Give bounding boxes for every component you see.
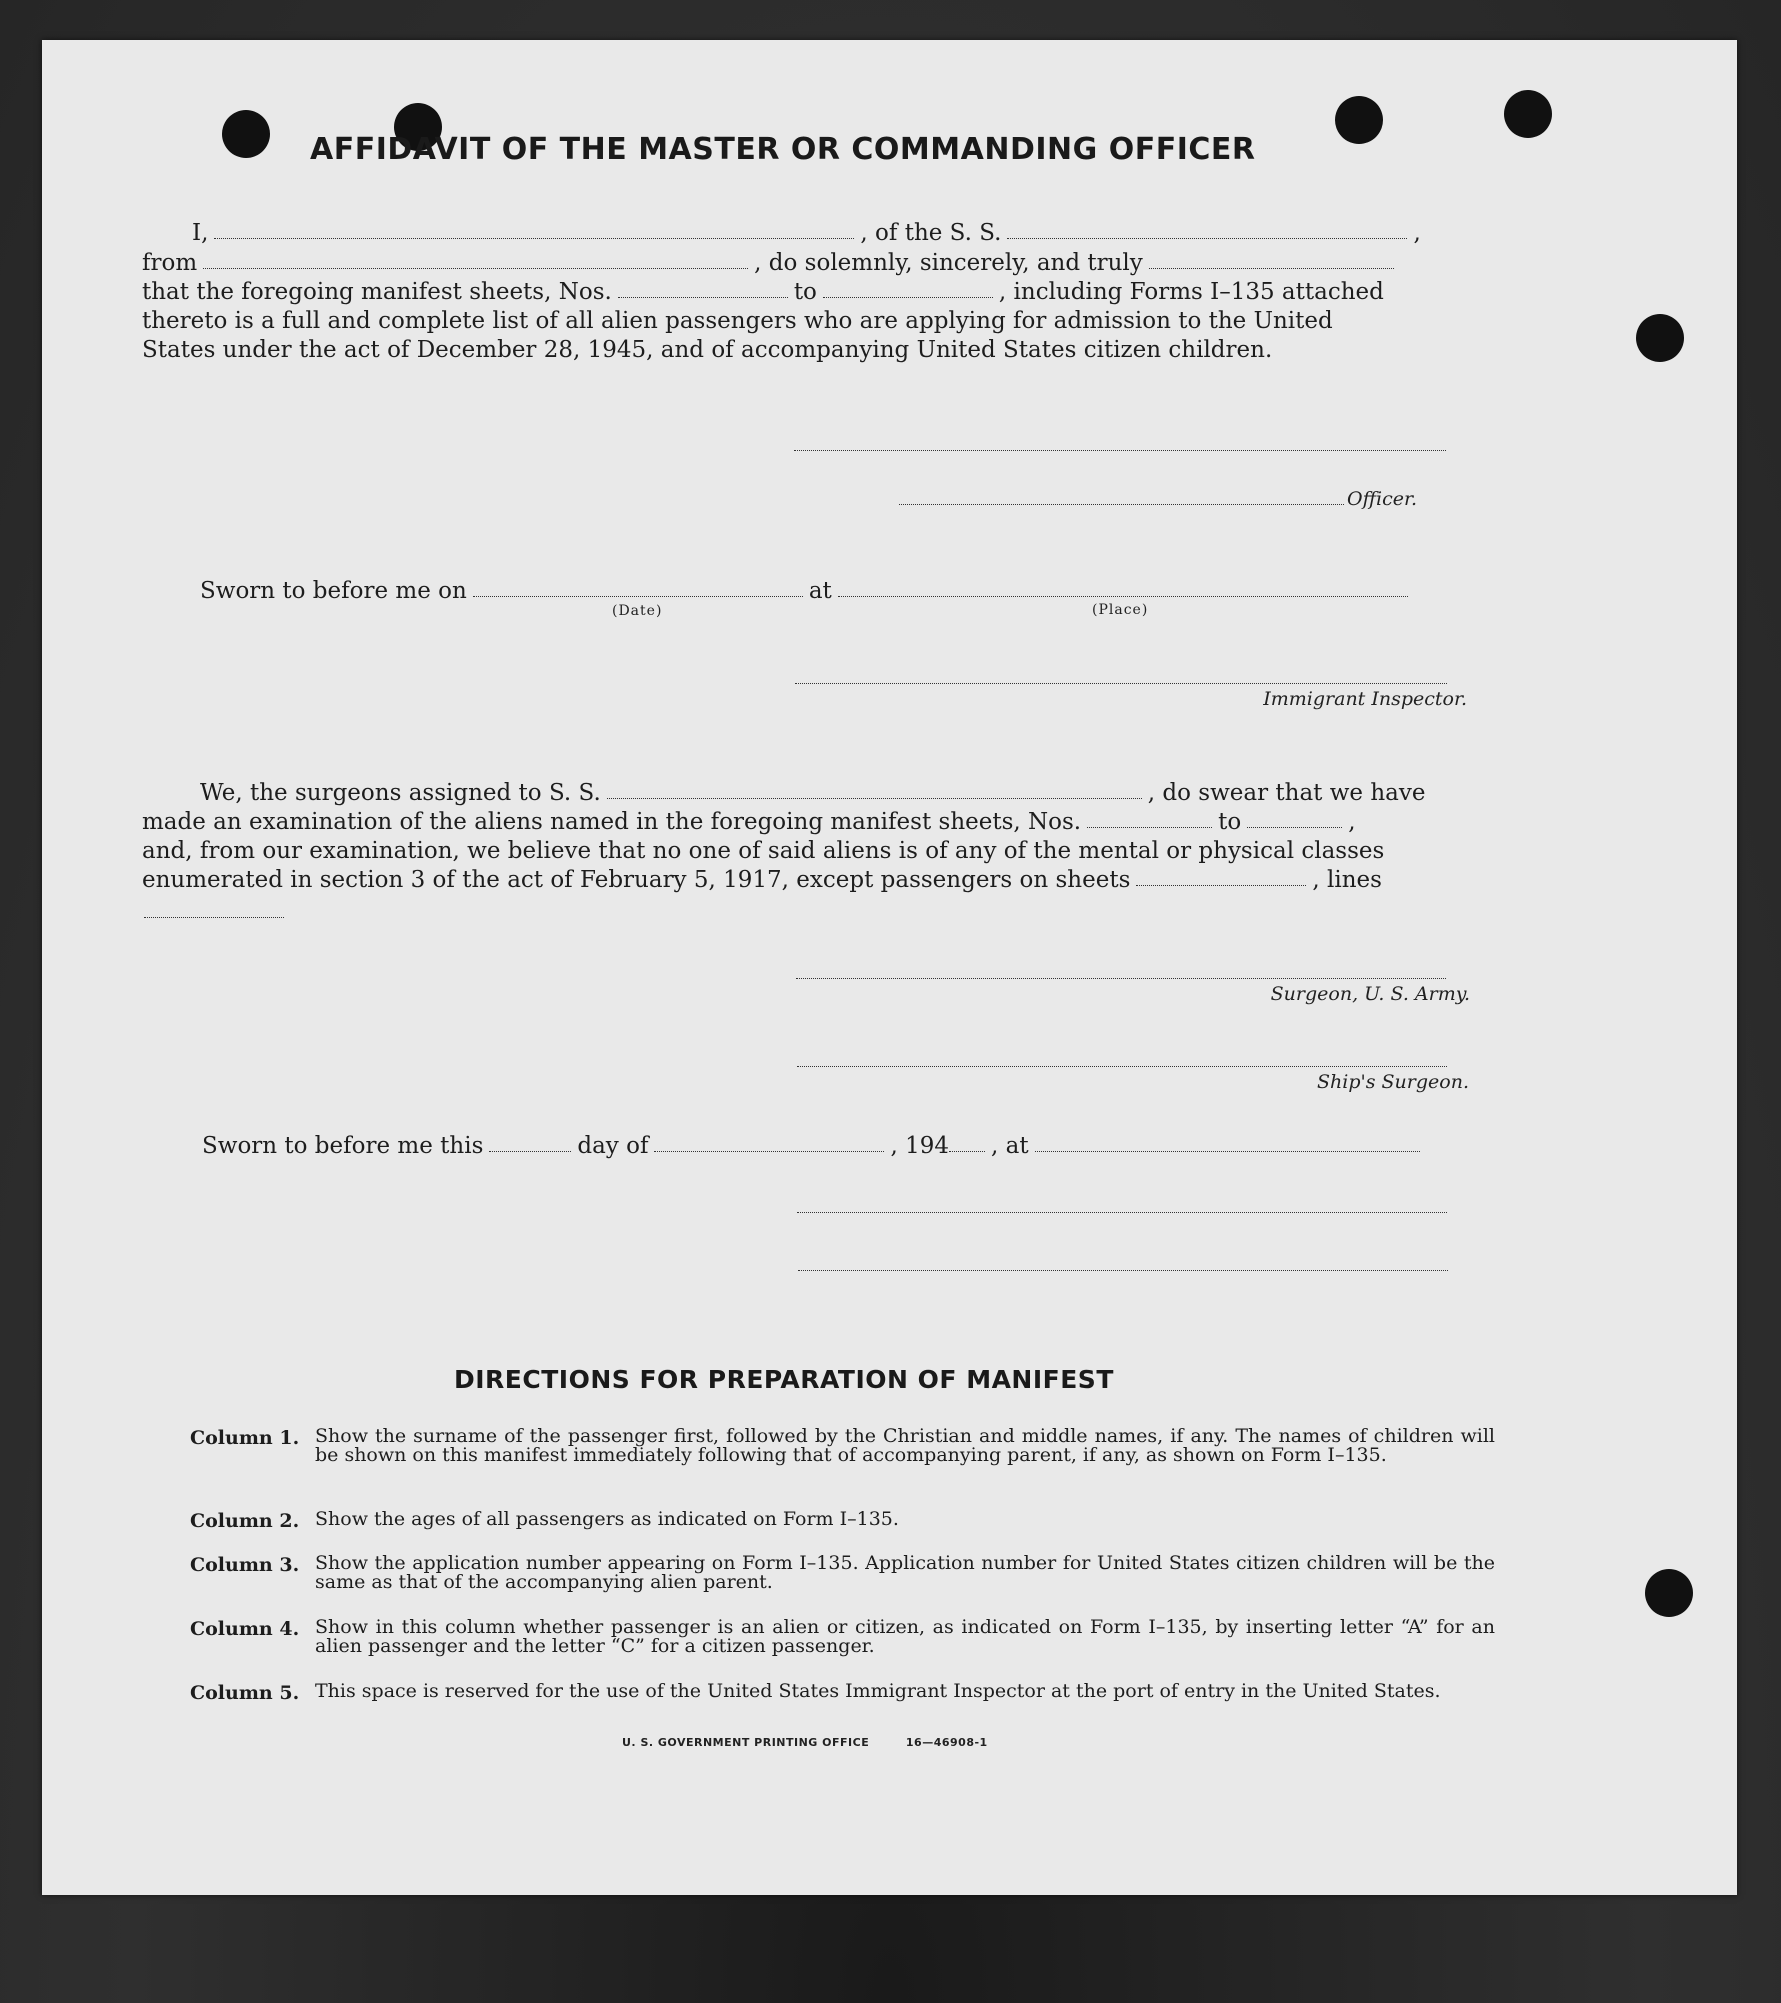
direction-column-2: [190, 1510, 1495, 1532]
sheets-from-blank[interactable]: [618, 296, 788, 298]
text: at: [808, 578, 832, 604]
surgeons-line-2: [142, 809, 1507, 835]
column-text: This space is reserved for the use of the United States Immigrant Inspector at the port of entry in the United States.: [315, 1680, 1441, 1702]
date-caption: (Date): [612, 603, 663, 619]
surgeon-ship-blank[interactable]: [607, 797, 1142, 799]
punch-hole: [1636, 314, 1684, 362]
column-label: Column 2.: [190, 1510, 300, 1532]
text: , of the S. S.: [860, 220, 1002, 246]
from-blank[interactable]: [203, 267, 748, 269]
text: I,: [192, 220, 209, 246]
text: to: [1218, 809, 1242, 835]
form-page: [42, 40, 1737, 1895]
punch-hole: [1645, 1569, 1693, 1617]
text: ,: [1348, 809, 1356, 835]
column-label: Column 3.: [190, 1554, 300, 1576]
printer-imprint: [622, 1736, 988, 1749]
affidavit-line-2: [142, 250, 1502, 276]
oath-blank[interactable]: [1149, 267, 1394, 269]
directions-title: DIRECTIONS FOR PREPARATION OF MANIFEST: [454, 1365, 1114, 1394]
month-blank[interactable]: [654, 1150, 884, 1152]
ship-surgeon-label: Ship's Surgeon.: [1317, 1071, 1469, 1093]
text: that the foregoing manifest sheets, Nos.: [142, 279, 612, 305]
column-label: Column 4.: [190, 1618, 300, 1640]
surgeons-line-1: [200, 780, 1505, 806]
army-surgeon-signature-line[interactable]: [796, 978, 1446, 979]
form-code: 16—46908-1: [905, 1736, 988, 1749]
text: to: [793, 279, 817, 305]
surgeons-line-3: and, from our examination, we believe that no one of said aliens is of any of the mental or physical classes: [142, 838, 1385, 864]
punch-hole: [1504, 90, 1552, 138]
sworn-place-blank[interactable]: [1035, 1150, 1420, 1152]
exam-sheets-to-blank[interactable]: [1247, 826, 1342, 828]
inspector-label: Immigrant Inspector.: [1263, 688, 1467, 710]
affidavit-title: AFFIDAVIT OF THE MASTER OR COMMANDING OFFICER: [310, 132, 1256, 167]
year-blank[interactable]: [949, 1150, 985, 1152]
army-surgeon-label: Surgeon, U. S. Army.: [1270, 983, 1470, 1005]
direction-column-1: [190, 1427, 1495, 1465]
text: , lines: [1312, 867, 1382, 893]
name-blank[interactable]: [214, 237, 854, 239]
sworn-signature-line-2[interactable]: [798, 1270, 1448, 1271]
text: Sworn to before me on: [200, 578, 467, 604]
inspector-signature-line[interactable]: [795, 683, 1447, 684]
except-sheets-blank[interactable]: [1136, 884, 1306, 886]
ship-blank[interactable]: [1007, 237, 1407, 239]
place-blank[interactable]: [838, 595, 1408, 597]
text: ,: [1413, 220, 1421, 246]
column-label: Column 1.: [190, 1427, 300, 1449]
text: We, the surgeons assigned to S. S.: [200, 780, 601, 806]
text: , including Forms I–135 attached: [998, 279, 1384, 305]
column-text: Show the surname of the passenger first, followed by the Christian and middle names, if any. The names of children will be shown on this manifest immediately following that of accompanying parent, if any, as shown on Form I–135.: [315, 1425, 1495, 1466]
direction-column-3: [190, 1554, 1495, 1592]
sheets-to-blank[interactable]: [823, 296, 993, 298]
day-blank[interactable]: [489, 1150, 571, 1152]
sworn-line-2: [202, 1133, 1507, 1159]
affidavit-line-5: States under the act of December 28, 1945, and of accompanying United States citizen children.: [142, 337, 1273, 363]
officer-title-line[interactable]: [899, 504, 1344, 505]
affidavit-line-3: [142, 279, 1502, 305]
text: , at: [991, 1133, 1029, 1159]
text: , 194: [890, 1133, 950, 1159]
exam-sheets-from-blank[interactable]: [1087, 826, 1212, 828]
text: , do solemnly, sincerely, and truly: [754, 250, 1143, 276]
column-text: Show the application number appearing on Form I–135. Application number for United States citizen children will be the same as that of the accompanying alien parent.: [315, 1552, 1495, 1593]
date-blank[interactable]: [473, 595, 803, 597]
text: , do swear that we have: [1147, 780, 1426, 806]
sworn-line-1: [200, 578, 1500, 604]
punch-hole: [222, 110, 270, 158]
text: made an examination of the aliens named in the foregoing manifest sheets, Nos.: [142, 809, 1082, 835]
master-signature-line[interactable]: [794, 450, 1446, 451]
direction-column-4: [190, 1618, 1495, 1656]
surgeons-line-4: [142, 867, 1507, 893]
printer-name: U. S. GOVERNMENT PRINTING OFFICE: [622, 1736, 870, 1749]
punch-hole: [1335, 96, 1383, 144]
text: enumerated in section 3 of the act of February 5, 1917, except passengers on sheets: [142, 867, 1131, 893]
text: day of: [577, 1133, 649, 1159]
lines-blank[interactable]: [144, 917, 284, 918]
affidavit-line-1: [192, 220, 1497, 246]
column-text: Show in this column whether passenger is an alien or citizen, as indicated on Form I–135, by inserting letter “A” for an alien passenger and the letter “C” for a citizen passenger.: [315, 1616, 1495, 1657]
ship-surgeon-signature-line[interactable]: [797, 1066, 1447, 1067]
column-text: Show the ages of all passengers as indicated on Form I–135.: [315, 1508, 899, 1530]
column-label: Column 5.: [190, 1682, 300, 1704]
officer-label: Officer.: [1347, 488, 1418, 510]
text: from: [142, 250, 198, 276]
sworn-signature-line-1[interactable]: [797, 1212, 1447, 1213]
affidavit-line-4: thereto is a full and complete list of all alien passengers who are applying for admission to the United: [142, 308, 1333, 334]
place-caption: (Place): [1092, 602, 1149, 618]
direction-column-5: [190, 1682, 1495, 1704]
text: Sworn to before me this: [202, 1133, 484, 1159]
